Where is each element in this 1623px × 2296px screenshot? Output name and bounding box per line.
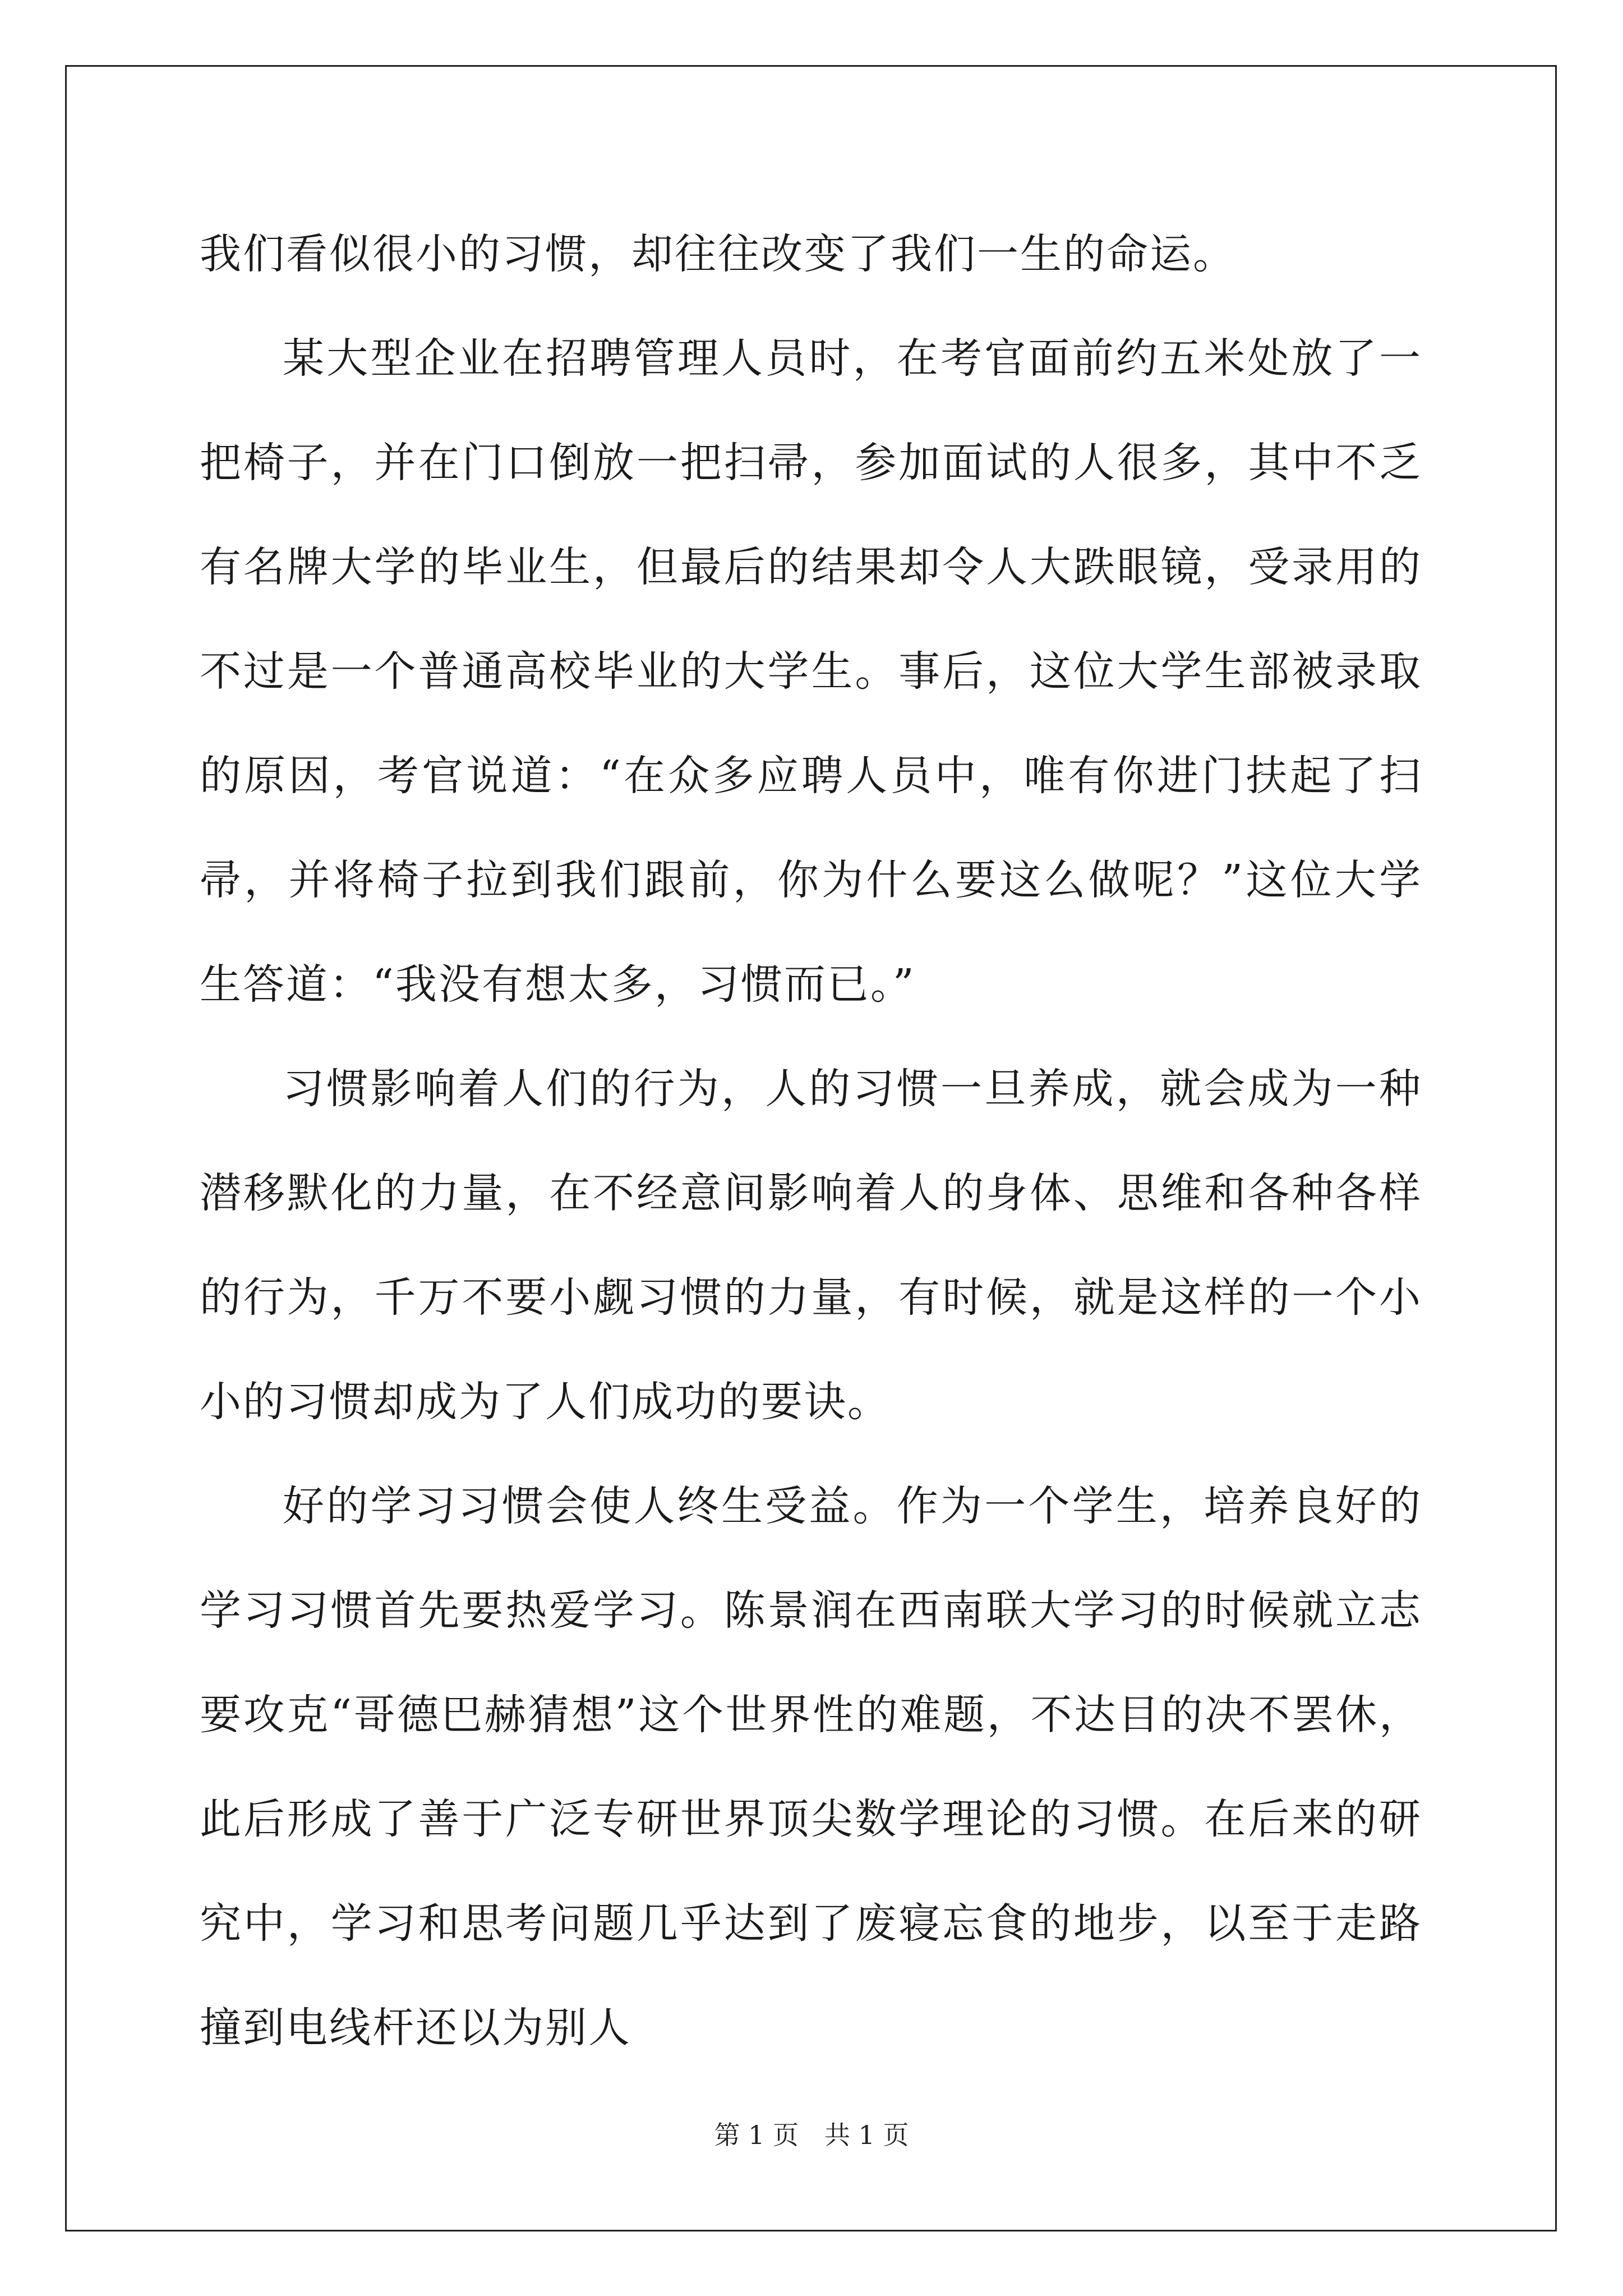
paragraph-4: 好的学习习惯会使人终生受益。作为一个学生，培养良好的学习习惯首先要热爱学习。陈景润在西南联大学习的时候就立志要攻克“哥德巴赫猜想”这个世界性的难题，不达目的决不罢休，此后形成了善于广泛专研世界顶尖数学理论的习惯。在后来的研究中，学习和思考问题几乎达到了废寝忘食的地步，以至于走路撞到电线杆还以为别人 bbox=[200, 1482, 1422, 2052]
paragraph-3: 习惯影响着人们的行为，人的习惯一旦养成，就会成为一种潜移默化的力量，在不经意间影响着人的身体、思维和各种各样的行为，千万不要小觑习惯的力量，有时候，就是这样的一个小小的习惯却成为了人们成功的要诀。 bbox=[200, 1065, 1422, 1426]
paragraph-2: 某大型企业在招聘管理人员时，在考官面前约五米处放了一把椅子，并在门口倒放一把扫帚，参加面试的人很多，其中不乏有名牌大学的毕业生，但最后的结果却令人大跌眼镜，受录用的不过是一个普通高校毕业的大学生。事后，这位大学生部被录取的原因，考官说道：“在众多应聘人员中，唯有你进门扶起了扫帚，并将椅子拉到我们跟前，你为什么要这么做呢？”这位大学生答道：“我没有想太多，习惯而已。” bbox=[200, 334, 1422, 1009]
document-body bbox=[200, 202, 1422, 2080]
page-number-footer: 第 1 页 共 1 页 bbox=[714, 2120, 909, 2150]
paragraph-1: 我们看似很小的习惯，却往往改变了我们一生的命运。 bbox=[200, 230, 1236, 278]
